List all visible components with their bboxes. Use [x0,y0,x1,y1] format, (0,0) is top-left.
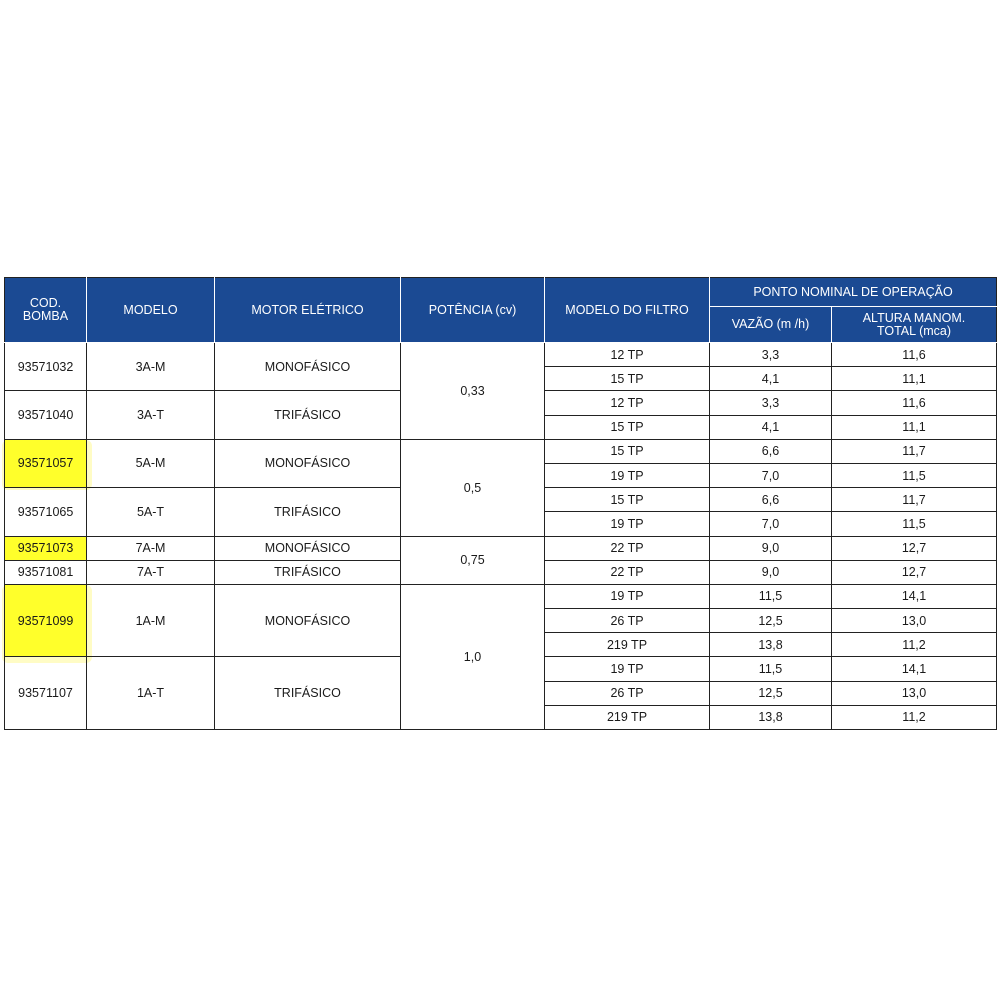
altura-cell: 11,1 [832,415,997,439]
filtro-cell: 15 TP [545,415,710,439]
cod-bomba-cell: 93571107 [5,657,87,730]
altura-cell: 11,1 [832,367,997,391]
vazao-cell: 3,3 [710,343,832,367]
header-altura: ALTURA MANOM. TOTAL (mca) [832,307,997,343]
potencia-cell: 0,75 [401,536,545,584]
vazao-cell: 11,5 [710,657,832,681]
header-cod-bomba: COD. BOMBA [5,278,87,343]
modelo-cell: 1A-M [87,584,215,657]
altura-cell: 12,7 [832,560,997,584]
altura-cell: 11,6 [832,391,997,415]
filtro-cell: 12 TP [545,343,710,367]
altura-cell: 14,1 [832,657,997,681]
filtro-cell: 12 TP [545,391,710,415]
table-header [5,278,997,343]
filtro-cell: 19 TP [545,512,710,536]
altura-cell: 11,2 [832,705,997,729]
vazao-cell: 12,5 [710,681,832,705]
motor-cell: MONOFÁSICO [215,439,401,487]
vazao-cell: 7,0 [710,463,832,487]
altura-cell: 11,5 [832,463,997,487]
motor-cell: TRIFÁSICO [215,560,401,584]
motor-cell: TRIFÁSICO [215,391,401,439]
vazao-cell: 6,6 [710,488,832,512]
altura-cell: 11,7 [832,439,997,463]
motor-cell: MONOFÁSICO [215,584,401,657]
table-row [5,343,997,367]
header-vazao: VAZÃO (m /h) [710,307,832,343]
modelo-cell: 3A-T [87,391,215,439]
vazao-cell: 9,0 [710,560,832,584]
cod-bomba-cell: 93571032 [5,343,87,391]
filtro-cell: 19 TP [545,463,710,487]
motor-cell: TRIFÁSICO [215,488,401,536]
altura-cell: 11,2 [832,633,997,657]
filtro-cell: 26 TP [545,609,710,633]
filtro-cell: 26 TP [545,681,710,705]
altura-cell: 11,6 [832,343,997,367]
table-row [5,584,997,608]
potencia-cell: 0,5 [401,439,545,536]
filtro-cell: 15 TP [545,367,710,391]
table-row [5,439,997,463]
altura-cell: 12,7 [832,536,997,560]
filtro-cell: 22 TP [545,536,710,560]
cod-bomba-cell: 93571040 [5,391,87,439]
vazao-cell: 13,8 [710,633,832,657]
header-ponto-nominal: PONTO NOMINAL DE OPERAÇÃO [710,278,997,307]
filtro-cell: 15 TP [545,488,710,512]
modelo-cell: 3A-M [87,343,215,391]
modelo-cell: 7A-M [87,536,215,560]
filtro-cell: 219 TP [545,633,710,657]
vazao-cell: 11,5 [710,584,832,608]
vazao-cell: 3,3 [710,391,832,415]
cod-bomba-cell-highlighted: 93571057 [5,439,87,487]
altura-cell: 13,0 [832,681,997,705]
potencia-cell: 1,0 [401,584,545,729]
filtro-cell: 19 TP [545,584,710,608]
header-modelo-filtro: MODELO DO FILTRO [545,278,710,343]
modelo-cell: 5A-M [87,439,215,487]
pump-spec-table [4,277,997,730]
filtro-cell: 22 TP [545,560,710,584]
filtro-cell: 219 TP [545,705,710,729]
modelo-cell: 5A-T [87,488,215,536]
altura-cell: 14,1 [832,584,997,608]
modelo-cell: 1A-T [87,657,215,730]
vazao-cell: 4,1 [710,415,832,439]
vazao-cell: 7,0 [710,512,832,536]
filtro-cell: 19 TP [545,657,710,681]
potencia-cell: 0,33 [401,343,545,440]
vazao-cell: 13,8 [710,705,832,729]
cod-bomba-cell-highlighted: 93571073 [5,536,87,560]
header-modelo: MODELO [87,278,215,343]
cod-bomba-cell: 93571081 [5,560,87,584]
modelo-cell: 7A-T [87,560,215,584]
altura-cell: 13,0 [832,609,997,633]
header-potencia: POTÊNCIA (cv) [401,278,545,343]
table-body [5,343,997,730]
motor-cell: TRIFÁSICO [215,657,401,730]
filtro-cell: 15 TP [545,439,710,463]
cod-bomba-cell: 93571065 [5,488,87,536]
vazao-cell: 6,6 [710,439,832,463]
vazao-cell: 12,5 [710,609,832,633]
motor-cell: MONOFÁSICO [215,536,401,560]
table-row [5,536,997,560]
motor-cell: MONOFÁSICO [215,343,401,391]
header-motor-eletrico: MOTOR ELÉTRICO [215,278,401,343]
altura-cell: 11,7 [832,488,997,512]
altura-cell: 11,5 [832,512,997,536]
vazao-cell: 9,0 [710,536,832,560]
vazao-cell: 4,1 [710,367,832,391]
cod-bomba-cell-highlighted: 93571099 [5,584,87,657]
